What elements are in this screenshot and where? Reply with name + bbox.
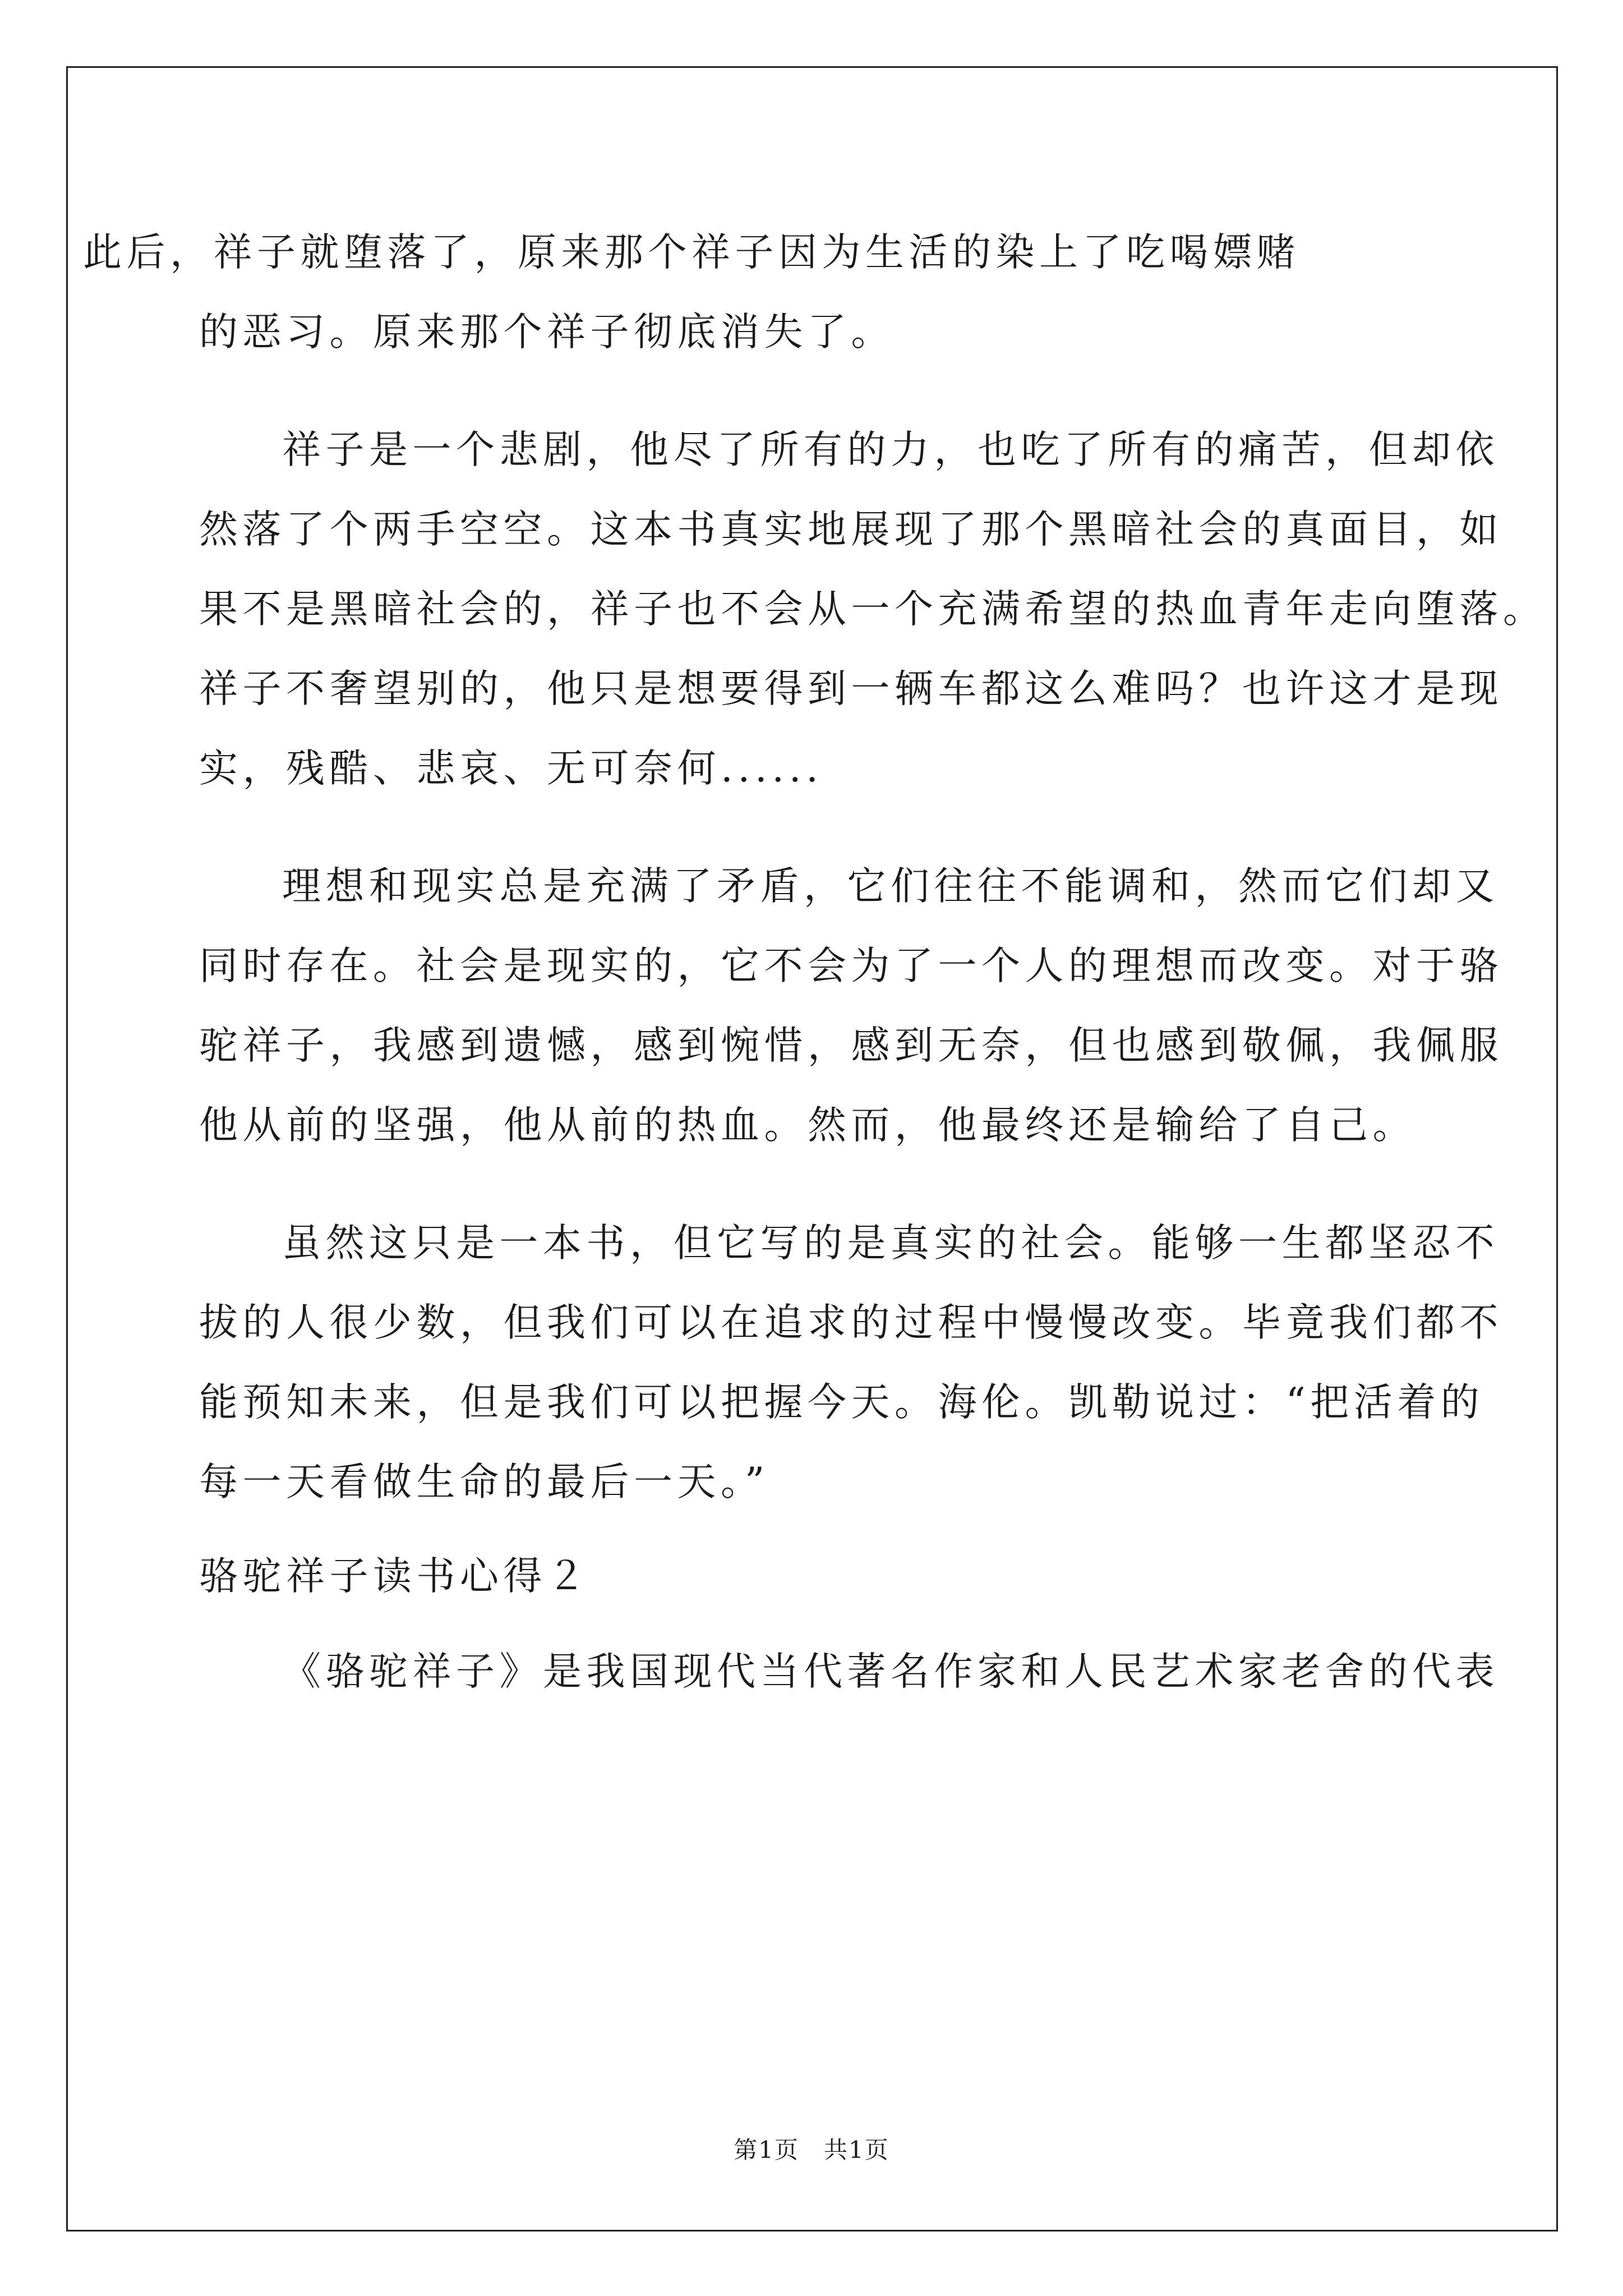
paragraph-2-line-2: 然落了个两手空空。这本书真实地展现了那个黑暗社会的真面目，如: [199, 507, 1503, 552]
paragraph-2-line-1: 祥子是一个悲剧，他尽了所有的力，也吃了所有的痛苦，但却依: [282, 427, 1499, 472]
paragraph-3-line-1: 理想和现实总是充满了矛盾，它们往往不能调和，然而它们却又: [282, 864, 1499, 909]
paragraph-3-line-4: 他从前的坚强，他从前的热血。然而，他最终还是输给了自己。: [199, 1103, 1416, 1148]
paragraph-5-line-1: 《骆驼祥子》是我国现代当代著名作家和人民艺术家老舍的代表: [282, 1649, 1499, 1694]
paragraph-4-line-2: 拔的人很少数，但我们可以在追求的过程中慢慢改变。毕竟我们都不: [199, 1300, 1503, 1345]
paragraph-1-line-2: 的恶习。原来那个祥子彻底消失了。: [199, 310, 895, 355]
paragraph-4-line-1: 虽然这只是一本书，但它写的是真实的社会。能够一生都坚忍不: [282, 1221, 1499, 1266]
page-footer: 第1页 共1页: [734, 2136, 889, 2164]
section-heading: 骆驼祥子读书心得２: [199, 1554, 591, 1599]
paragraph-3-line-2: 同时存在。社会是现实的，它不会为了一个人的理想而改变。对于骆: [199, 944, 1503, 988]
paragraph-1-line-1: 此后，祥子就堕落了，原来那个祥子因为生活的染上了吃喝嫖赌: [83, 230, 1300, 275]
paragraph-2-line-5: 实，残酷、悲哀、无可奈何......: [199, 746, 823, 791]
paragraph-3-line-3: 驼祥子，我感到遗憾，感到惋惜，感到无奈，但也感到敬佩，我佩服: [199, 1023, 1503, 1068]
paragraph-2-line-4: 祥子不奢望别的，他只是想要得到一辆车都这么难吗？也许这才是现: [199, 666, 1503, 711]
paragraph-4-line-3: 能预知未来，但是我们可以把握今天。海伦。凯勒说过：“把活着的: [199, 1380, 1484, 1425]
paragraph-4-line-4: 每一天看做生命的最后一天。”: [199, 1460, 769, 1504]
paragraph-2-line-3: 果不是黑暗社会的，祥子也不会从一个充满希望的热血青年走向堕落。: [199, 587, 1547, 632]
